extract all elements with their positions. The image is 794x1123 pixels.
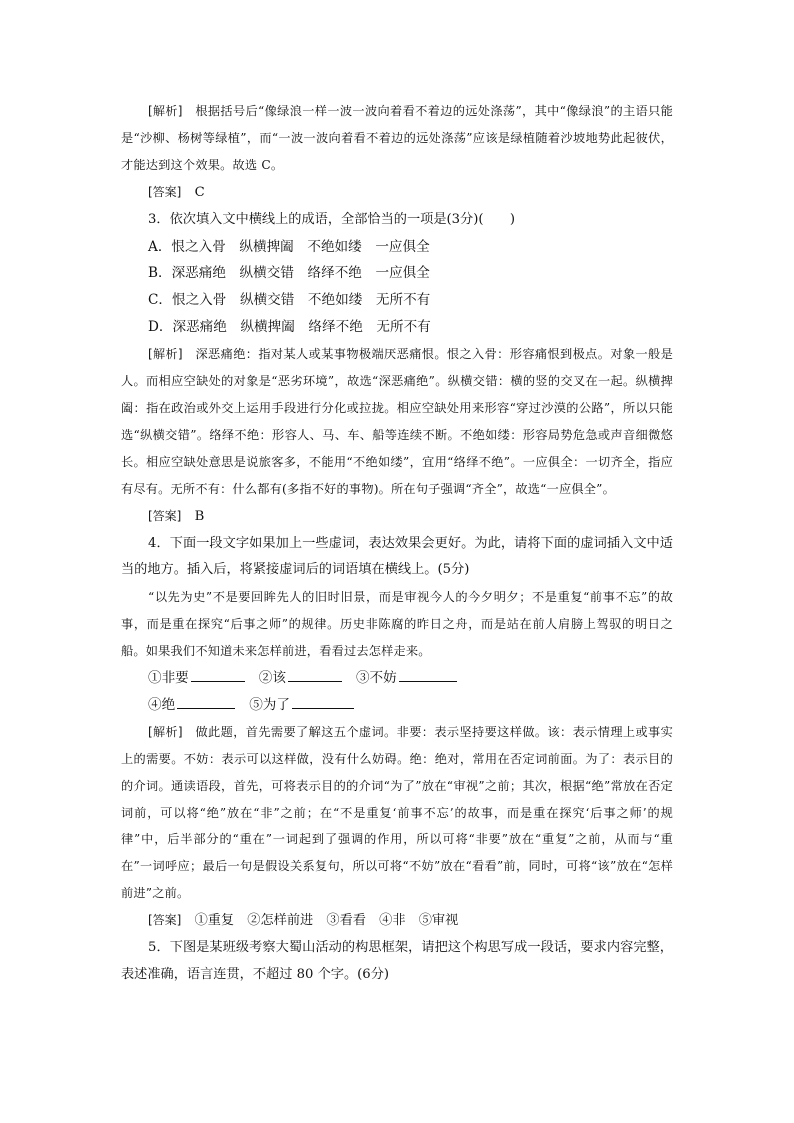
question-3-option-a: A．恨之入骨 纵横捭阖 不绝如缕 一应俱全 <box>148 238 430 255</box>
fill-label-4: ④绝 <box>148 696 176 713</box>
answer-tag: [答案] <box>148 508 182 523</box>
question-3-stem: 3．依次填入文中横线上的成语，全部恰当的一项是(3分)( ) <box>148 211 516 227</box>
document-content <box>121 98 673 989</box>
fill-blank-1[interactable] <box>191 680 245 682</box>
answer-line-4 <box>121 907 673 935</box>
answer-tag: [答案] <box>148 913 182 928</box>
answer-value: B <box>194 508 205 524</box>
fill-label-5: ⑤为了 <box>249 696 290 713</box>
analysis-tag: [解析] <box>148 104 183 118</box>
question-3-option-b: B．深恶痛绝 纵横交错 络绎不绝 一应俱全 <box>148 265 430 282</box>
fill-blank-3[interactable] <box>399 680 457 682</box>
answer-line-3 <box>121 503 673 531</box>
fill-blank-5[interactable] <box>292 707 354 709</box>
question-4-fill-row-1 <box>121 665 673 692</box>
answer-value: C <box>194 184 205 200</box>
analysis-tag: [解析] <box>148 347 183 362</box>
analysis-text: 根据括号后“像绿浪一样一波一波向着看不着边的远处涤荡”，其中“像绿浪”的主语只能是“沙柳、杨树等绿植”，而“一波一波向着看不着边的远处涤荡”应该是绿植随着沙坡地势此起彼伏，才能达到这个效果。故选 C。 <box>121 104 673 172</box>
answer-value: ①重复 ②怎样前进 ③看看 ④非 ⑤审视 <box>194 913 459 929</box>
analysis-paragraph-3 <box>121 341 673 502</box>
question-4-stem: 4．下面一段文字如果加上一些虚词，表达效果会更好。为此，请将下面的虚词插入文中适当的地方。插入后，将紧接虚词后的词语填在横线上。(5分) <box>121 535 673 578</box>
fill-blank-4[interactable] <box>177 707 235 709</box>
question-5-stem: 5．下图是某班级考察大蜀山活动的构思框架，请把这个构思写成一段话，要求内容完整，表述准确，语言连贯，不超过 80 个字。(6分) <box>121 940 673 982</box>
analysis-text: 做此题，首先需要了解这五个虚词。非要：表示坚持要这样做。该：表示情理上或事实上的需要。不妨：表示可以这样做，没有什么妨碍。绝：绝对，常用在否定词前面。为了：表示目的的介词。通读语段，首先，可将表示目的的介词“为了”放在“审视”之前；其次，根据“绝”常放在否定词前，可以将“绝”放在“非”之前；在“不是重复‘前事不忘’的故事，而是重在探究‘后事之师’的规律”中，后半部分的“重在”一词起到了强调的作用，所以可将“非要”放在“重复”之前，从而与“重在”一词呼应；最后一句是假设关系复句，所以可将“不妨”放在“看看”前，同时，可将“该”放在“怎样前进”之前。 <box>121 724 673 901</box>
question-4-fill-row-2 <box>121 692 673 719</box>
fill-label-3: ③不妨 <box>355 670 397 687</box>
answer-line-2 <box>121 179 673 207</box>
question-3-option-c: C．恨之入骨 纵横交错 不绝如缕 无所不有 <box>148 292 431 309</box>
analysis-text: 深恶痛绝：指对某人或某事物极端厌恶痛恨。恨之入骨：形容痛恨到极点。对象一般是人。而相应空缺处的对象是“恶劣环境”，故选“深恶痛绝”。纵横交错：横的竖的交叉在一起。纵横捭阖：指在政治或外交上运用手段进行分化或拉拢。相应空缺处用来形容“穿过沙漠的公路”，所以只能选“纵横交错”。络绎不绝：形容人、马、车、船等连续不断。不绝如缕：形容局势危急或声音细微悠长。相应空缺处意思是说旅客多，不能用“不绝如缕”，宜用“络绎不绝”。一应俱全：一切齐全，指应有尽有。无所不有：什么都有(多指不好的事物)。所在句子强调“齐全”，故选“一应俱全”。 <box>121 347 673 496</box>
answer-tag: [答案] <box>148 184 182 199</box>
question-3-option-d: D．深恶痛绝 纵横捭阖 络绎不绝 无所不有 <box>148 319 431 336</box>
fill-label-1: ①非要 <box>148 670 189 687</box>
fill-blank-2[interactable] <box>288 680 342 682</box>
analysis-tag: [解析] <box>148 724 183 739</box>
analysis-paragraph-4 <box>121 719 673 907</box>
fill-label-2: ②该 <box>258 670 286 687</box>
analysis-paragraph-2 <box>121 98 673 179</box>
question-4-passage: “以先为史”不是要回眸先人的旧时旧景，而是审视今人的今夕明夕；不是重复“前事不忘”的故事，而是重在探究“后事之师”的规律。历史非陈腐的昨日之舟，而是站在前人肩膀上驾驭的明日之船。如果我们不知道未来怎样前进，看看过去怎样走来。 <box>121 590 673 659</box>
